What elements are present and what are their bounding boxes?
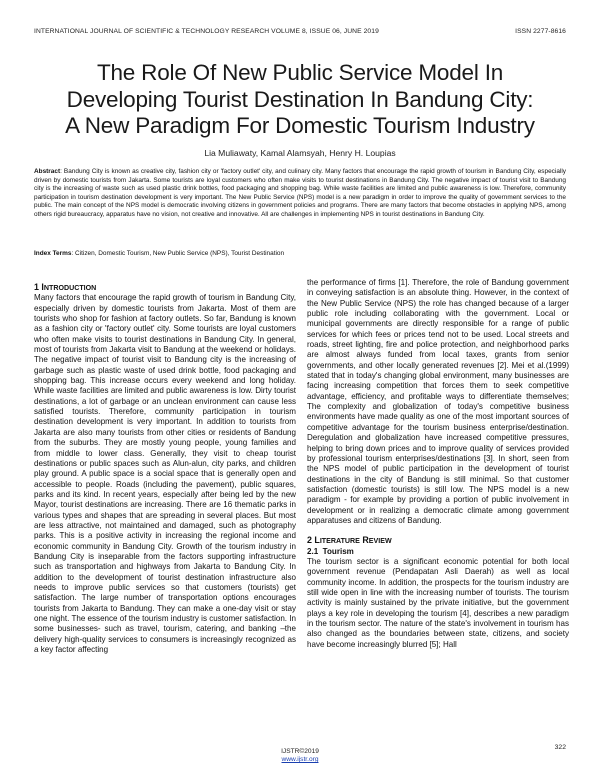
title-line-3: A New Paradigm For Domestic Tourism Industry bbox=[65, 113, 535, 138]
issn: ISSN 2277-8616 bbox=[515, 28, 566, 35]
introduction-paragraph-continued: the performance of firms [1]. Therefore, the role of Bandung government in conveying satisfaction is an absolute thing. However, in the context of the New Public Service (NPS) the role has changed because of a larger public role including collaborating with the government. Local or municipal governments are directly responsible for a range of public services for which fees or prices tend not to be used. Local streets and roads, street lighting, fire and police protection, and neighborhood parks are almost always funded from local taxes, grants from senior governments, and other locally generated revenues [2]. Mei et al.(1999) stated that in today's changing global environment, many businesses are facing increasing competition that forces them to seek competitive advantage, efficiency, and profitable ways to differentiate themselves; The complexity and globalization of today's competitive business environments have made quality as one of the most important sources of competitive advantage for the tourism business enterprise/destination. Deregulation and globalization have increased competitive pressures, helping to bring down prices and to improve quality of services provided by professional tourism enterprises/destinations [3]. In short, seen from the NPS model of public participation in the development of tourist destinations in the city of Bandung is still minimal. So that customer satisfaction (domestic tourists) is still low. The NPS model is a new paradigm - for example by providing a portion of public involvement in development or in realizing a democratic climate among government apparatuses and citizens of Bandung. bbox=[307, 278, 569, 525]
journal-header bbox=[34, 28, 566, 35]
footer-org: IJSTR©2019 bbox=[281, 748, 319, 755]
paper-title bbox=[40, 60, 560, 140]
abstract bbox=[34, 168, 566, 219]
footer-website-link[interactable]: www.ijstr.org bbox=[281, 756, 319, 763]
page-number: 322 bbox=[554, 744, 566, 751]
page-footer bbox=[0, 748, 600, 764]
index-terms-label: Index Terms bbox=[34, 250, 72, 257]
section-heading-introduction: 1 INTRODUCTION bbox=[34, 282, 97, 292]
right-column bbox=[307, 278, 569, 650]
index-terms-text: : Citizen, Domestic Tourism, New Public Service (NPS), Tourist Destination bbox=[71, 250, 285, 257]
subsection-heading-tourism: 2.1 Tourism bbox=[307, 546, 354, 556]
title-line-1: The Role Of New Public Service Model In bbox=[96, 60, 504, 85]
index-terms bbox=[34, 250, 566, 259]
journal-name: INTERNATIONAL JOURNAL OF SCIENTIFIC & TECHNOLOGY RESEARCH VOLUME 8, ISSUE 06, JUNE 2019 bbox=[34, 28, 379, 35]
title-line-2: Developing Tourist Destination In Bandung City: bbox=[66, 86, 534, 112]
left-column bbox=[34, 282, 296, 655]
authors: Lia Muliawaty, Kamal Alamsyah, Henry H. Loupias bbox=[204, 148, 396, 158]
abstract-text: : Bandung City is known as creative city, fashion city or 'factory outlet' city, and culinary city. Many factors that encourage the rapid growth of tourism in Bandung City, especially driven by domestic tourists from Jakarta. Some tourists are loyal customers who often make visits to tourist destinations in Bandung City. The negative impact of tourist visit to Bandung city is the increasing of waste such as used plastic drink bottles, food packaging and shopping bag. While waste facilities are limited and public awareness is low. Therefore, community participation in tourism destination development is very important. The New Public Service (NPS) model is a new paradigm in order to improve the quality of government services to the public. The main concept of the NPS model is democratic involving citizens in government policies and programs. There are many factors that become obstacles in applying NPS, among others rigid bureaucracy, apparatus have no vision, not creative and innovative. All are challenges in implementing NPS in tourist destinations in Bandung City. bbox=[34, 168, 566, 218]
introduction-paragraph: Many factors that encourage the rapid growth of tourism in Bandung City, especially driven by domestic tourists from Jakarta. Most of them are tourists who shop for fashion at factory outlets. So far, Bandung is known as a fashion city or 'factory outlet' city. Some tourists are loyal customers who often make visits to tourist destinations in Bandung City. In general, most of tourists from Jakarta visit to Bandung at the weekend or holidays. The negative impact of tourist visit to Bandung city is the increasing of garbage such as plastic waste of used drink bottle, food packaging and shopping bag. This increase occurs every weekend and long holiday. While waste facilities are limited and public awareness is low. Dirty tourist destinations, a lot of garbage or an unclean environment can cause less satisfied tourists. Therefore, community participation in tourism destination development is very important. In addition to tourists from Jakarta are also many tourists from other cities or residents of Bandung from the suburbs. They are mostly young people, young families and from middle to lower class. Generally, they visit to cheap tourist destinations or public spaces such as Alun-alun, city parks, and children play ground. A public space is a social space that is generally open and accessible to people. Roads (including the pavement), public squares, parks and its kind. In recent years, especially after being led by the new Mayor, tourist destinations are increasing. There are 16 thematic parks in various types and shapes that are spreading in several places. But most are less attractive, not maintained and damaged, such as photography parks. This is a positive activity in increasing the regional income and economic community in Bandung City. Growth of the tourism industry in Bandung City is inseparable from the factors supporting infrastructure such as transportation and highways from Jakarta to Bandung City. In addition to the development of tourist destination infrastructure also needs to improve public services so that customers (tourists) get satisfaction. The large number of transportation options encourages tourists from Jakarta to Bandung. They can make a one-day visit or stay one night. The essence of the tourism industry is customer satisfaction. In some businesses- such as travel, tourism, catering, and banking –the delivery high-quality services to consumers is increasingly recognized as a key factor affecting bbox=[34, 293, 296, 655]
tourism-paragraph: The tourism sector is a significant economic potential for both local government revenue (Pendapatan Asli Daerah) as well as local community income. In addition, the prospects for the tourism industry are still wide open in line with the increasing number of tourists. The tourism activity is mainly sustained by the private initiative, but the government plays a key role in developing the tourism [4], describes a new paradigm in the tourism sector. The nature of the state's involvement in tourism has also changed as the boundaries between state, citizens, and society have become increasingly blurred [5]; Hall bbox=[307, 556, 569, 649]
abstract-label: Abstract bbox=[34, 168, 61, 175]
section-heading-literature-review: 2 LITERATURE REVIEW bbox=[307, 535, 392, 546]
